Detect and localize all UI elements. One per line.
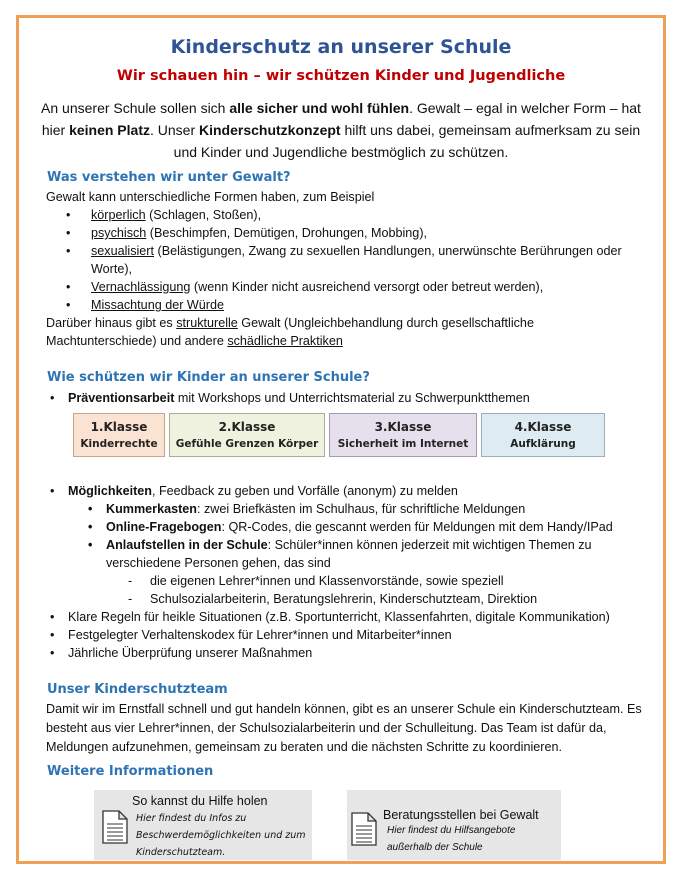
bold-term: Anlaufstellen in der Schule (106, 538, 268, 552)
section-heading-info: Weitere Informationen (47, 764, 214, 779)
text-segment: hilft uns dabei, gemeinsam aufmerksam zu sein und Kinder und Jugendliche bestmöglich zu schützen. (173, 122, 641, 160)
card-title: So kannst du Hilfe holen (132, 794, 268, 808)
text-segment: Darüber hinaus gibt es (46, 316, 177, 330)
text-segment: (Beschimpfen, Demütigen, Drohungen, Mobbing), (146, 226, 428, 240)
section-violence (46, 188, 642, 350)
list-item (46, 518, 642, 536)
help-card-link[interactable] (94, 790, 312, 860)
text-segment: : zwei Briefkästen im Schulhaus, für schriftliche Meldungen (197, 502, 526, 516)
text-segment: (Belästigungen, Zwang zu sexuellen Handlungen, unerwünschte Berührungen oder Worte), (91, 244, 622, 276)
list-item (46, 278, 642, 296)
card-description: Hier findest du Hilfsangebote außerhalb der Schule (387, 825, 516, 853)
document-icon (351, 812, 377, 846)
bold-term: keinen Platz (69, 122, 150, 138)
list-item (46, 206, 642, 224)
list-item (46, 536, 642, 572)
underlined-term: psychisch (91, 226, 147, 240)
class-topic: Kinderrechte (80, 438, 158, 450)
list-item (46, 389, 642, 407)
class-box (329, 413, 477, 457)
underlined-term: Missachtung der Würde (91, 298, 224, 312)
class-name: 3.Klasse (374, 420, 432, 434)
violence-tail (46, 314, 642, 350)
section-heading-team: Unser Kinderschutzteam (47, 682, 228, 697)
list-item (46, 296, 642, 314)
page-subtitle: Wir schauen hin – wir schützen Kinder und Jugendliche (116, 68, 566, 84)
class-box (481, 413, 605, 457)
page-title: Kinderschutz an unserer Schule (170, 36, 512, 58)
reporting-options (46, 482, 642, 662)
class-name: 2.Klasse (218, 420, 276, 434)
bold-term: Online-Fragebogen (106, 520, 222, 534)
list-item: - Schulsozialarbeiterin, Beratungslehrerin, Kinderschutzteam, Direktion (46, 590, 642, 608)
class-topics (73, 413, 605, 457)
list-item: • Festgelegter Verhaltenskodex für Lehrer*innen und Mitarbeiter*innen (46, 626, 642, 644)
underlined-term: schädliche Praktiken (227, 334, 343, 348)
text-segment: An unserer Schule sollen sich (41, 100, 230, 116)
bold-term: Kinderschutzkonzept (199, 122, 341, 138)
list-item (46, 224, 642, 242)
text-segment: mit Workshops und Unterrichtsmaterial zu Schwerpunktthemen (174, 391, 530, 405)
section-heading-protection: Wie schützen wir Kinder an unserer Schule? (47, 370, 370, 385)
intro-text (40, 97, 642, 163)
underlined-term: strukturelle (176, 316, 238, 330)
prevention-item (46, 389, 642, 407)
violence-lead (46, 188, 642, 206)
list-item (46, 500, 642, 518)
list-item: • Klare Regeln für heikle Situationen (z.B. Sportunterricht, Klassenfahrten, digitale Kommunikation) (46, 608, 642, 626)
class-name: 4.Klasse (514, 420, 572, 434)
card-title: Beratungsstellen bei Gewalt (383, 808, 539, 822)
bold-term: Präventionsarbeit (68, 391, 175, 405)
bold-term: Möglichkeiten (68, 484, 152, 498)
text-segment: Gewalt (Ungleichbehandlung durch gesellschaftliche Machtunterschiede) und andere (46, 316, 534, 348)
underlined-term: körperlich (91, 208, 146, 222)
bold-term: Kummerkasten (106, 502, 197, 516)
list-item: - die eigenen Lehrer*innen und Klassenvorstände, sowie speziell (46, 572, 642, 590)
list-item (46, 482, 642, 500)
underlined-term: Vernachlässigung (91, 280, 191, 294)
underlined-term: sexualisiert (91, 244, 154, 258)
class-topic: Sicherheit im Internet (337, 438, 469, 450)
text-segment: . Unser (149, 122, 199, 138)
card-description: Hier findest du Infos zu Beschwerdemöglichkeiten und zum Kinderschutzteam. (136, 813, 306, 858)
list-item: • Jährliche Überprüfung unserer Maßnahmen (46, 644, 642, 662)
text-segment: , Feedback zu geben und Vorfälle (anonym) zu melden (151, 484, 458, 498)
text-segment: (wenn Kinder nicht ausreichend versorgt oder betreut werden), (190, 280, 544, 294)
list-item (46, 242, 642, 278)
counseling-card-link[interactable] (347, 790, 561, 860)
section-heading-violence: Was verstehen wir unter Gewalt? (47, 170, 291, 185)
class-topic: Aufklärung (510, 438, 576, 450)
class-box (73, 413, 165, 457)
class-topic: Gefühle Grenzen Körper (175, 438, 319, 450)
class-box (169, 413, 325, 457)
text-segment: Gewalt kann unterschiedliche Formen haben, zum Beispiel (46, 190, 375, 204)
bold-term: alle sicher und wohl fühlen (229, 100, 410, 116)
class-name: 1.Klasse (90, 420, 148, 434)
text-segment: (Schlagen, Stoßen), (145, 208, 262, 222)
team-text: Damit wir im Ernstfall schnell und gut handeln können, gibt es an unserer Schule ein Kinderschutzteam. Es besteht aus vier Lehrer*innen, der Schulsozialarbeiterin und der Schulleitung. Das Team ist dafür da, Meldungen aufzunehmen, gemeinsam zu beraten und die nächsten Schritte zu koordinieren. (46, 702, 642, 754)
text-segment: : QR-Codes, die gescannt werden für Meldungen mit dem Handy/IPad (221, 520, 613, 534)
document-icon (102, 810, 128, 844)
text-segment: : Schüler*innen können jederzeit mit wichtigen Themen zu verschiedene Personen gehen, das sind (106, 538, 592, 570)
text-segment: . Gewalt – egal in welcher Form – hat hier (41, 100, 641, 138)
